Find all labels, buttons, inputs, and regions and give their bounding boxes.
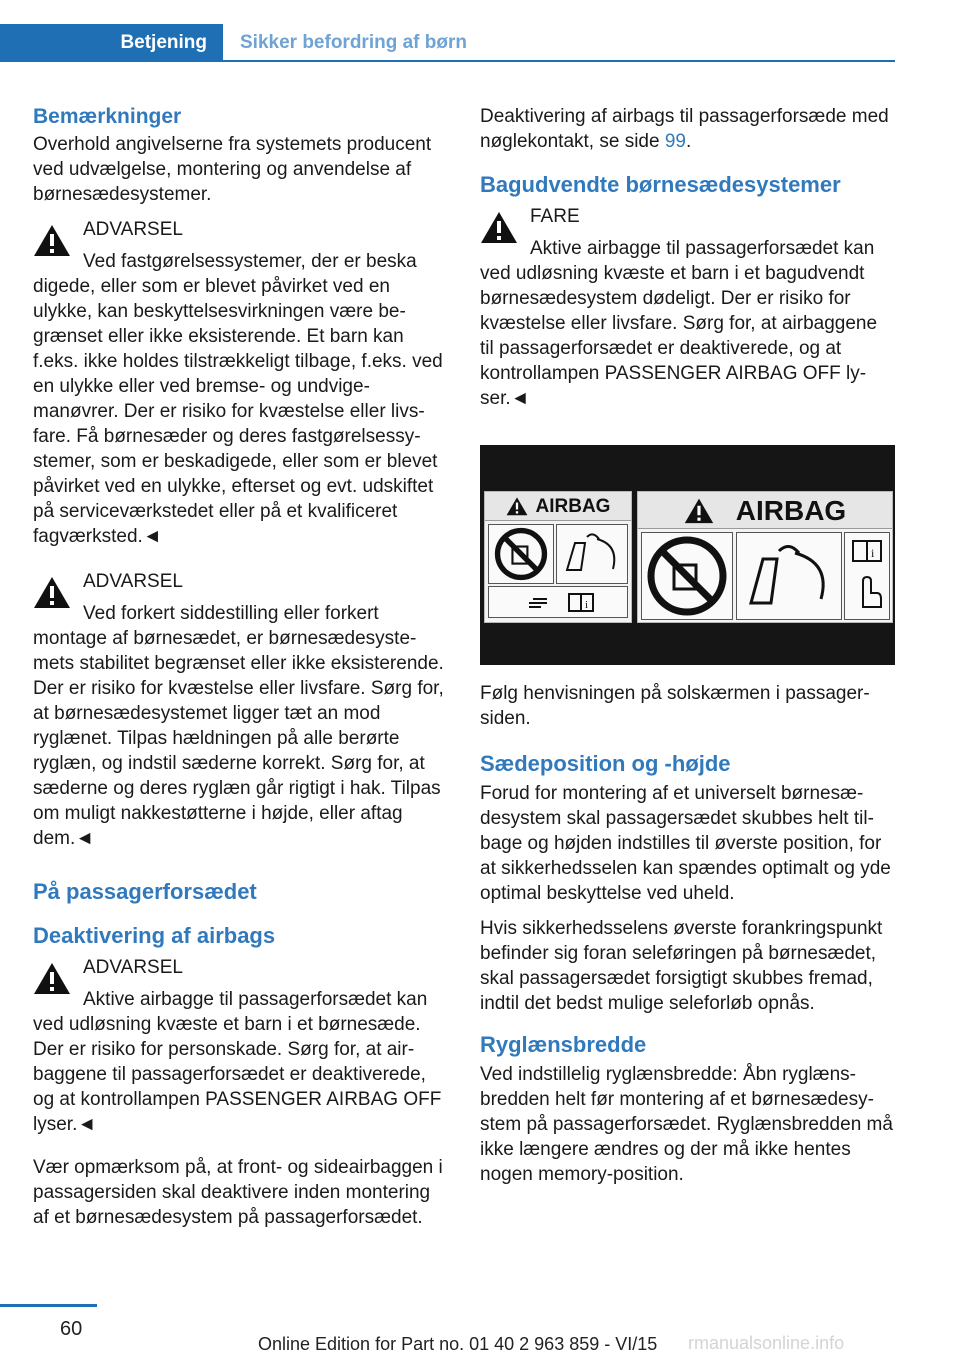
warning-block-1 (33, 217, 448, 549)
danger-title: FARE (530, 206, 580, 227)
warning-block-2 (33, 569, 448, 851)
warning-text: ved udløsning kvæste et barn i et børnesæde. Der er risiko for personskade. Sørg for, at airbaggene til passagerforsædet er deaktiverede, og at kontrollampen PASSENGER AIRBAG OFF lyser.◄ (33, 1014, 442, 1135)
manual-cell (844, 532, 890, 620)
airbag-note-paragraph: Vær opmærksom på, at front- og sideairbaggen i passagersiden skal deaktivere inden montering af et børnesædesystem på passagerforsædet. (33, 1157, 443, 1228)
airbag-sign-small (484, 491, 632, 623)
hand-book-icon (489, 587, 627, 617)
right-column (480, 104, 895, 1197)
left-column (33, 104, 448, 1240)
intro-paragraph: Overhold angivelserne fra systemets producent ved udvælgelse, montering og anvendelse af børnesædesystemer. (33, 134, 432, 205)
warning-title: ADVARSEL (83, 957, 183, 978)
hand-book-icon (845, 533, 889, 619)
watermark: rmanualsonline.info (688, 1333, 845, 1353)
warning-triangle-icon (33, 961, 71, 995)
warning-text-first-line: Ved forkert siddestilling eller forkert (83, 603, 379, 624)
warning-text-first-line: Ved fastgørelsessystemer, der er beska (83, 251, 417, 272)
airbag-sign-large-label: AIRBAG (735, 494, 847, 526)
airbag-deploy-icon (737, 533, 841, 619)
page-number: 60 (60, 1318, 83, 1340)
no-rear-facing-seat-icon (489, 525, 553, 583)
seat-position-paragraph-1: Forud for montering af et universelt børnesædesystem skal passagersædet skubbes helt tilbage og højden indstilles til øverste position, for at sikkerhedsselen kan spændes optimalt og yde optimal beskyttelse ved uheld. (480, 783, 891, 904)
svg-text:i: i (871, 546, 875, 560)
danger-block (480, 204, 895, 411)
warning-triangle-icon (33, 575, 71, 609)
warning-title: ADVARSEL (83, 571, 183, 592)
no-child-seat-cell (641, 532, 733, 620)
warning-text: digede, eller som er blevet påvirket ved en ulykke, kan beskyttelsesvirkningen være begrænset eller ikke eksisterende. Et barn kan f.eks. ikke holdes tilstrækkeligt tilbage, f.eks. ved en ulykke eller ved bremse- og undvigemanøvrer. Der er risiko for kvæstelse eller livsfare. Få børnesæder og deres fastgørelsessystemer, som er beskadigede, eller som er blevet påvirket ved en ulykke, efterset og evt. udskiftet på serviceværkstedet eller på et kvalificeret fagværksted.◄ (33, 276, 443, 547)
no-child-seat-cell (488, 524, 554, 584)
warning-triangle-icon (33, 223, 71, 257)
airbag-label-photo (480, 445, 895, 665)
manual-cell (488, 586, 628, 618)
airbag-deploy-cell (556, 524, 628, 584)
danger-text-first-line: Aktive airbagge til passagerforsædet kan (530, 238, 875, 259)
no-rear-facing-seat-icon (642, 533, 732, 619)
airbag-sign-large (637, 491, 893, 623)
warning-triangle-icon (480, 210, 518, 244)
heading-ryglaensbredde: Ryglænsbredde (480, 1032, 647, 1057)
footer-rule (0, 1304, 97, 1307)
warning-title: ADVARSEL (83, 219, 183, 240)
warning-block-3 (33, 955, 448, 1137)
intro-paragraph (480, 104, 895, 154)
danger-text: ved udløsning kvæste et barn i et bagudvendt børnesædesystem dødeligt. Der er risiko for kvæstelse eller livsfare. Sørg for, at airbaggene til passagerforsædet er deaktiverede, og at kontrollampen PASSENGER AIRBAG OFF lyser.◄ (480, 263, 878, 409)
heading-deaktivering-af-airbags: Deaktivering af airbags (33, 923, 276, 948)
warning-text-first-line: Aktive airbagge til passagerforsædet kan (83, 989, 428, 1010)
airbag-sign-small-header (485, 492, 631, 521)
warning-triangle-icon (506, 496, 528, 516)
backrest-width-paragraph: Ved indstillelig ryglænsbredde: Åbn ryglænsbredden helt før montering af et børnesædesystem på passagerforsædet. Ryglænsbredden må ikke længere ændres og der må ikke hentes nogen memory-position. (480, 1064, 893, 1185)
warning-text: montage af børnesædet, er børnesædesystemets stabilitet begrænset eller ikke eksisterende. Der er risiko for kvæstelse eller livsfare. Sørg for, at børnesædesystemet ligger tæt an mod ryglænet. Tilpas hældningen på alle berørte ryglæn, og indstil sæderne korrekt. Sørg for, at sæderne og deres ryglæn går rigtigt i hak. Tilpas om muligt nakkestøtterne i højde, eller aftag dem.◄ (33, 628, 444, 849)
header-rule (223, 60, 895, 62)
chapter-tab[interactable]: Betjening (0, 24, 223, 62)
seat-position-paragraph-2: Hvis sikkerhedsselens øverste forankringspunkt befinder sig foran seleføringen på børnesædet, skal passagersædet forsigtigt skubbes fremad, indtil det bedst mulige seleforløb opnås. (480, 918, 883, 1014)
page-footer (0, 1304, 960, 1362)
svg-text:i: i (585, 599, 589, 611)
warning-triangle-icon (684, 497, 714, 524)
intro-text: Deaktivering af airbags til passagerforsæde med nøglekontakt, se side (480, 106, 889, 152)
airbag-deploy-icon (557, 525, 627, 583)
edition-text: Online Edition for Part no. 01 40 2 963 859 - VI/15 (258, 1334, 658, 1354)
airbag-sign-large-header (638, 492, 892, 529)
page-link[interactable]: 99 (664, 131, 686, 152)
section-title[interactable]: Sikker befordring af børn (240, 32, 467, 53)
airbag-deploy-cell (736, 532, 842, 620)
heading-paa-passagerforsaedet: På passagerforsædet (33, 879, 257, 904)
heading-bemaerkninger: Bemærkninger (33, 105, 182, 128)
heading-bagudvendte: Bagudvendte børnesædesystemer (480, 172, 841, 197)
intro-period: . (685, 131, 692, 152)
airbag-sign-small-label: AIRBAG (535, 495, 611, 517)
image-caption: Følg henvisningen på solskærmen i passagersiden. (480, 683, 870, 729)
page-header (0, 24, 895, 62)
heading-saedeposition: Sædeposition og -højde (480, 751, 731, 776)
